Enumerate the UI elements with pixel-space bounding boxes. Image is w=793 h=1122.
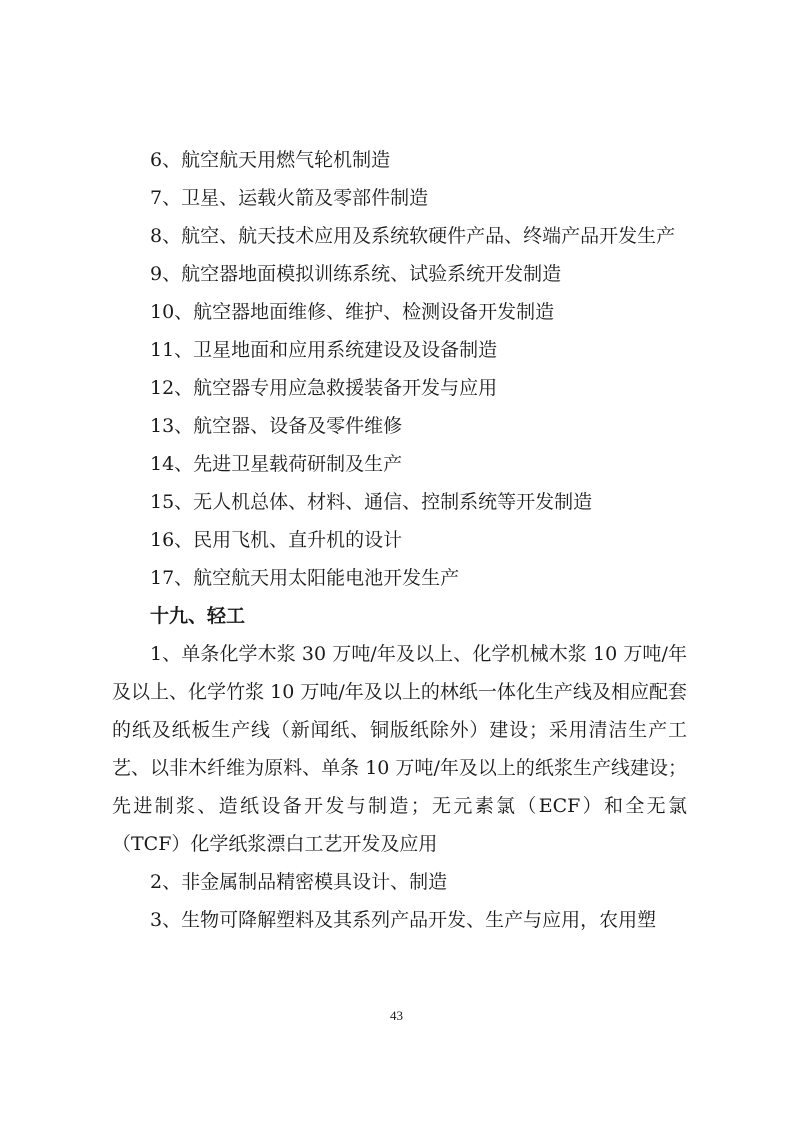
list-item: 2、非金属制品精密模具设计、制造 — [150, 871, 448, 893]
list-item: 1、单条化学木浆 30 万吨/年及以上、化学机械木浆 10 万吨/年及以上、化学竹浆 10 万吨/年及以上的林纸一体化生产线及相应配套的纸及纸板生产线（新闻纸、铜版纸除外）建设；采用清洁生产工艺、以非木纤维为原料、单条 10 万吨/年及以上的纸浆生产线建设；先进制浆、造纸设备开发与制造；无元素氯（ECF）和全无氯（TCF）化学纸浆漂白工艺开发及应用 — [112, 643, 687, 855]
list-item: 15、无人机总体、材料、通信、控制系统等开发制造 — [150, 491, 593, 513]
list-item: 8、航空、航天技术应用及系统软硬件产品、终端产品开发生产 — [150, 225, 676, 247]
list-item: 16、民用飞机、直升机的设计 — [150, 529, 403, 551]
list-item: 14、先进卫星载荷研制及生产 — [150, 453, 403, 475]
list-item: 13、航空器、设备及零件维修 — [150, 415, 403, 437]
list-item: 9、航空器地面模拟训练系统、试验系统开发制造 — [150, 263, 562, 285]
list-item: 6、航空航天用燃气轮机制造 — [150, 149, 391, 171]
page-number: 43 — [390, 1008, 403, 1023]
list-item: 11、卫星地面和应用系统建设及设备制造 — [150, 339, 498, 361]
section-heading: 十九、轻工 — [150, 605, 246, 627]
list-item: 7、卫星、运载火箭及零部件制造 — [150, 187, 429, 209]
page-content — [112, 141, 687, 939]
list-item: 3、生物可降解塑料及其系列产品开发、生产与应用，农用塑 — [150, 909, 657, 931]
list-item: 17、航空航天用太阳能电池开发生产 — [150, 567, 460, 589]
list-item: 12、航空器专用应急救援装备开发与应用 — [150, 377, 498, 399]
list-item: 10、航空器地面维修、维护、检测设备开发制造 — [150, 301, 555, 323]
